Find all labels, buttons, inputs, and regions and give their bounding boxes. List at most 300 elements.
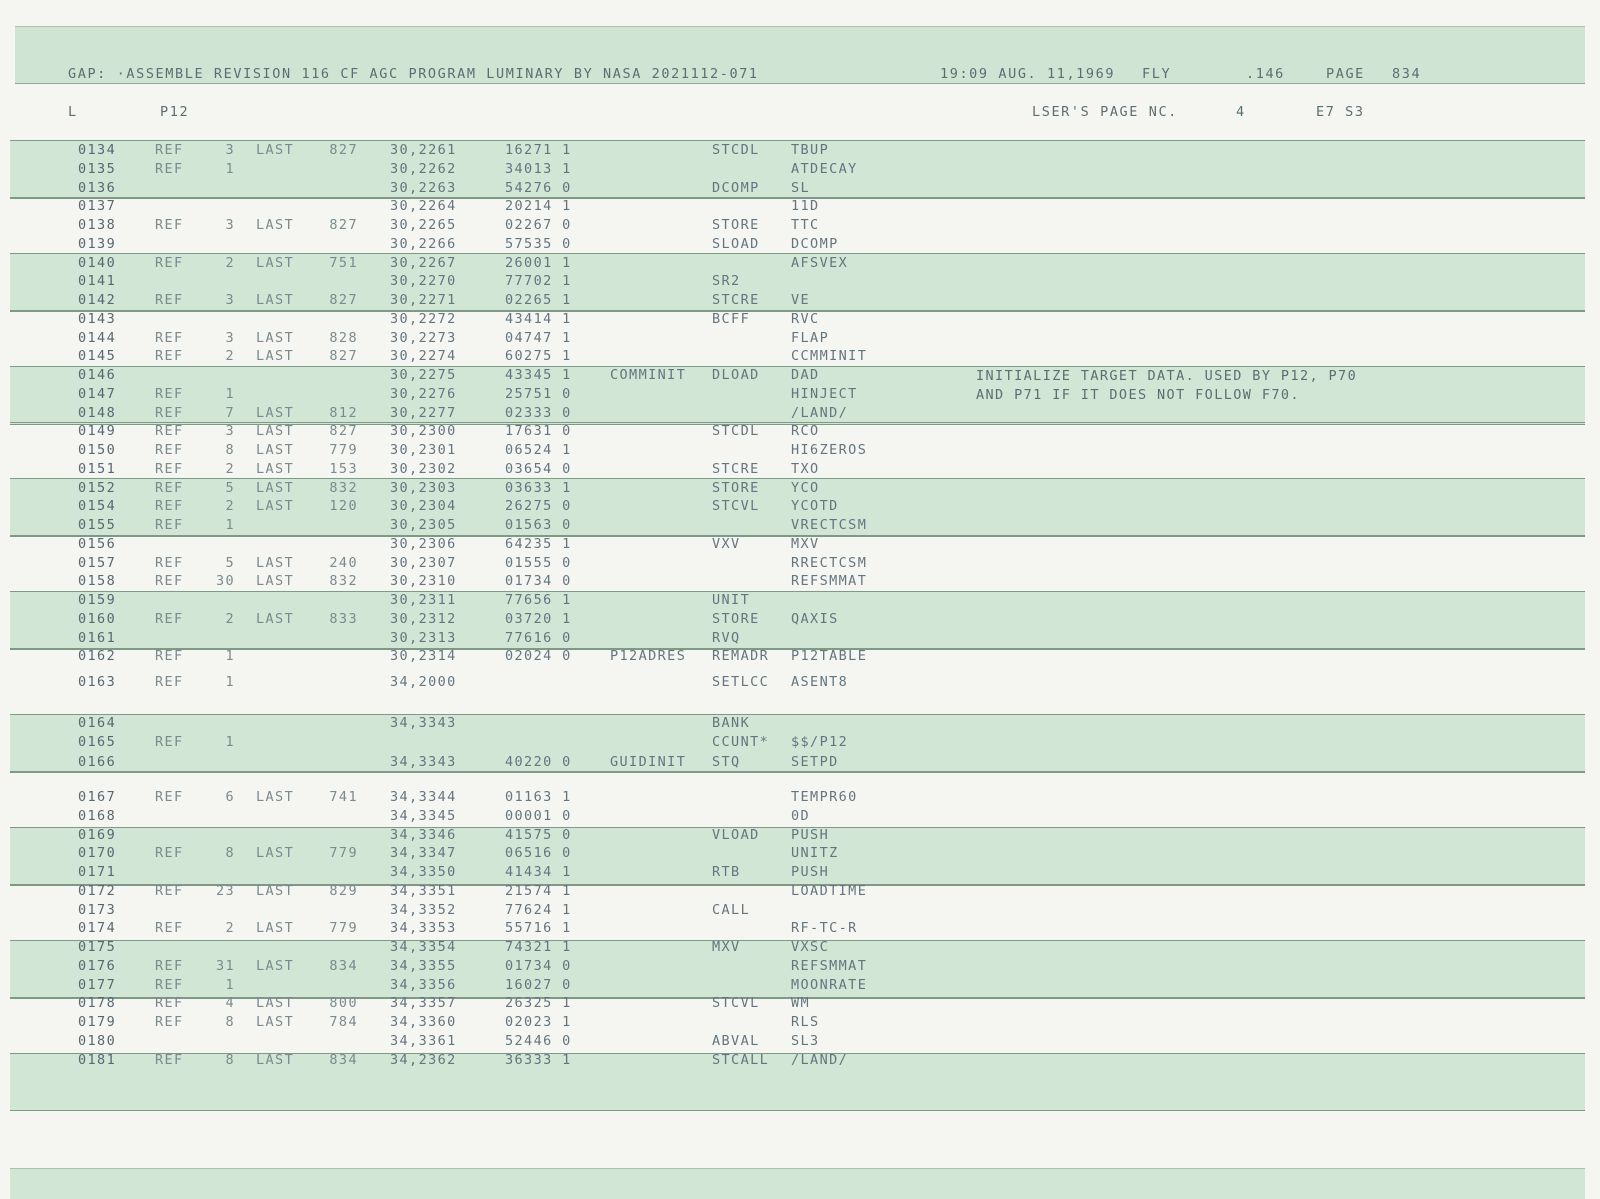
header-timestamp: 19:09 AUG. 11,1969 — [940, 66, 1116, 82]
address: 30,2265 — [390, 217, 457, 233]
address: 34,3352 — [390, 901, 457, 918]
ref-count: 3 — [225, 142, 235, 158]
line-number: 0140 — [78, 254, 117, 271]
address: 30,2307 — [390, 554, 457, 571]
last-marker: LAST — [256, 845, 295, 862]
ref-marker: REF — [155, 404, 184, 421]
operand: QAXIS — [791, 610, 839, 627]
listing-row — [0, 883, 1600, 902]
address: 34,3346 — [390, 826, 457, 843]
object-code: 77656 1 — [505, 592, 572, 608]
line-number: 0166 — [78, 754, 117, 770]
ref-count: 2 — [225, 920, 235, 937]
line-number: 0176 — [78, 957, 117, 974]
line-number: 0181 — [78, 1051, 117, 1068]
last-marker: LAST — [256, 610, 295, 627]
object-code: 06524 1 — [505, 442, 572, 458]
ref-count: 31 — [215, 957, 235, 974]
line-number: 0136 — [78, 179, 117, 196]
address: 30,2312 — [390, 610, 457, 627]
object-code: 74321 1 — [505, 939, 572, 955]
object-code: 16027 0 — [505, 976, 572, 993]
opcode: STCDL — [712, 423, 760, 440]
address: 30,2302 — [390, 460, 457, 477]
listing-row — [0, 902, 1600, 921]
ref-count: 8 — [225, 442, 235, 458]
opcode: RTB — [712, 864, 741, 880]
last-page: 751 — [329, 254, 358, 271]
object-code: 03720 1 — [505, 610, 572, 627]
listing-row — [0, 864, 1600, 883]
subheader-left: L — [68, 104, 78, 120]
opcode: SETLCC — [712, 674, 770, 690]
address: 30,2267 — [390, 254, 457, 271]
operand: 0D — [791, 807, 811, 824]
operand: P12TABLE — [791, 648, 868, 665]
comment-line-1: INITIALIZE TARGET DATA. USED BY P12, P70 — [976, 368, 1358, 384]
ref-marker: REF — [155, 217, 184, 233]
listing-row — [0, 330, 1600, 349]
object-code: 03654 0 — [505, 460, 572, 477]
listing-row — [0, 573, 1600, 592]
ref-marker: REF — [155, 142, 184, 158]
last-page: 827 — [329, 292, 358, 308]
ref-count: 2 — [225, 498, 235, 515]
address: 34,3345 — [390, 807, 457, 824]
line-number: 0160 — [78, 610, 117, 627]
listing-row — [0, 611, 1600, 630]
listing-row — [0, 827, 1600, 846]
listing-row — [0, 348, 1600, 367]
listing-row — [0, 198, 1600, 217]
address: 30,2261 — [390, 142, 457, 158]
opcode: STCRE — [712, 292, 760, 308]
header-title: GAP: ·ASSEMBLE REVISION 116 CF AGC PROGRAM LUMINARY BY NASA 2021112-071 — [68, 66, 759, 82]
object-code: 43345 1 — [505, 367, 572, 383]
ref-marker: REF — [155, 442, 184, 458]
line-number: 0154 — [78, 498, 117, 515]
last-marker: LAST — [256, 1051, 295, 1068]
address: 34,3354 — [390, 939, 457, 955]
object-code: 21574 1 — [505, 882, 572, 899]
object-code: 26325 1 — [505, 995, 572, 1012]
object-code: 00001 0 — [505, 807, 572, 824]
address: 34,3356 — [390, 976, 457, 993]
operand: SL — [791, 179, 811, 196]
operand: UNITZ — [791, 845, 839, 862]
line-number: 0167 — [78, 789, 117, 805]
last-page: 779 — [329, 845, 358, 862]
operand: FLAP — [791, 329, 830, 346]
operand: TTC — [791, 217, 820, 233]
ref-count: 1 — [225, 674, 235, 690]
last-marker: LAST — [256, 292, 295, 308]
subheader-right-code: E7 S3 — [1316, 104, 1365, 120]
line-number: 0141 — [78, 273, 117, 290]
line-number: 0163 — [78, 674, 117, 690]
address: 30,2275 — [390, 367, 457, 383]
line-number: 0145 — [78, 348, 117, 365]
last-marker: LAST — [256, 423, 295, 440]
object-code: 25751 0 — [505, 385, 572, 402]
address: 34,3343 — [390, 754, 457, 770]
last-page: 827 — [329, 217, 358, 233]
ref-marker: REF — [155, 976, 184, 993]
ref-marker: REF — [155, 573, 184, 590]
opcode: CALL — [712, 901, 751, 918]
operand: /LAND/ — [791, 1051, 849, 1068]
operand: REFSMMAT — [791, 573, 868, 590]
last-marker: LAST — [256, 217, 295, 233]
opcode: DLOAD — [712, 367, 760, 383]
listing-row — [0, 977, 1600, 996]
operand: /LAND/ — [791, 404, 849, 421]
object-code: 02265 1 — [505, 292, 572, 308]
object-code: 77702 1 — [505, 273, 572, 290]
last-page: 779 — [329, 442, 358, 458]
ref-marker: REF — [155, 1051, 184, 1068]
listing-row — [0, 273, 1600, 292]
opcode: RVQ — [712, 629, 741, 646]
line-number: 0169 — [78, 826, 117, 843]
ref-count: 2 — [225, 460, 235, 477]
address: 30,2311 — [390, 592, 457, 608]
opcode: BANK — [712, 715, 751, 731]
ref-count: 23 — [215, 882, 235, 899]
last-page: 784 — [329, 1014, 358, 1030]
label: COMMINIT — [610, 367, 687, 383]
listing-row — [0, 920, 1600, 939]
operand: REFSMMAT — [791, 957, 868, 974]
object-code: 01163 1 — [505, 789, 572, 805]
object-code: 36333 1 — [505, 1051, 572, 1068]
listing-row — [0, 648, 1600, 667]
operand: MOONRATE — [791, 976, 868, 993]
object-code: 01734 0 — [505, 573, 572, 590]
ref-count: 1 — [225, 648, 235, 665]
address: 30,2264 — [390, 198, 457, 215]
ref-marker: REF — [155, 789, 184, 805]
address: 34,3361 — [390, 1032, 457, 1049]
operand: RF-TC-R — [791, 920, 858, 937]
line-number: 0148 — [78, 404, 117, 421]
ref-count: 1 — [225, 734, 235, 750]
ref-marker: REF — [155, 554, 184, 571]
subheader-user-page-number: 4 — [1236, 104, 1246, 120]
listing-row — [0, 517, 1600, 536]
listing-row — [0, 161, 1600, 180]
address: 34,3355 — [390, 957, 457, 974]
listing-row — [0, 808, 1600, 827]
object-code: 16271 1 — [505, 142, 572, 158]
last-marker: LAST — [256, 254, 295, 271]
ref-marker: REF — [155, 995, 184, 1012]
address: 34,3360 — [390, 1014, 457, 1030]
operand: RLS — [791, 1014, 820, 1030]
line-number: 0144 — [78, 329, 117, 346]
ref-count: 1 — [225, 160, 235, 177]
last-page: 832 — [329, 573, 358, 590]
footer-band — [10, 1168, 1585, 1199]
listing-row — [0, 498, 1600, 517]
object-code: 60275 1 — [505, 348, 572, 365]
listing-row — [0, 405, 1600, 424]
last-page: 829 — [329, 882, 358, 899]
listing-row — [0, 715, 1600, 734]
object-code: 06516 0 — [505, 845, 572, 862]
last-page: 240 — [329, 554, 358, 571]
ref-count: 1 — [225, 976, 235, 993]
address: 30,2274 — [390, 348, 457, 365]
object-code: 41575 0 — [505, 826, 572, 843]
address: 34,3350 — [390, 864, 457, 880]
last-marker: LAST — [256, 460, 295, 477]
line-number: 0162 — [78, 648, 117, 665]
ref-count: 5 — [225, 479, 235, 496]
operand: ASENT8 — [791, 674, 849, 690]
line-number: 0158 — [78, 573, 117, 590]
line-number: 0168 — [78, 807, 117, 824]
opcode: VXV — [712, 535, 741, 552]
ref-count: 4 — [225, 995, 235, 1012]
line-number: 0150 — [78, 442, 117, 458]
line-number: 0178 — [78, 995, 117, 1012]
address: 30,2266 — [390, 235, 457, 252]
ref-marker: REF — [155, 254, 184, 271]
listing-row — [0, 674, 1600, 693]
address: 30,2300 — [390, 423, 457, 440]
opcode: STORE — [712, 610, 760, 627]
line-number: 0179 — [78, 1014, 117, 1030]
last-marker: LAST — [256, 329, 295, 346]
line-number: 0170 — [78, 845, 117, 862]
ref-count: 6 — [225, 789, 235, 805]
ref-count: 5 — [225, 554, 235, 571]
listing-row — [0, 423, 1600, 442]
ref-marker: REF — [155, 648, 184, 665]
ref-marker: REF — [155, 479, 184, 496]
ref-marker: REF — [155, 957, 184, 974]
operand: TBUP — [791, 142, 830, 158]
label: GUIDINIT — [610, 754, 687, 770]
ref-count: 8 — [225, 1051, 235, 1068]
line-number: 0177 — [78, 976, 117, 993]
ref-count: 30 — [215, 573, 235, 590]
listing-row — [0, 217, 1600, 236]
last-marker: LAST — [256, 348, 295, 365]
object-code: 40220 0 — [505, 754, 572, 770]
last-page: 828 — [329, 329, 358, 346]
object-code: 03633 1 — [505, 479, 572, 496]
listing-row — [0, 480, 1600, 499]
address: 30,2301 — [390, 442, 457, 458]
listing-row — [0, 734, 1600, 753]
last-page: 779 — [329, 920, 358, 937]
last-page: 834 — [329, 957, 358, 974]
ref-count: 3 — [225, 292, 235, 308]
ref-count: 2 — [225, 254, 235, 271]
listing-row — [0, 1014, 1600, 1033]
last-marker: LAST — [256, 995, 295, 1012]
ref-count: 7 — [225, 404, 235, 421]
ref-marker: REF — [155, 460, 184, 477]
ref-marker: REF — [155, 348, 184, 365]
line-number: 0137 — [78, 198, 117, 215]
operand: HINJECT — [791, 385, 858, 402]
last-marker: LAST — [256, 404, 295, 421]
opcode: STCRE — [712, 460, 760, 477]
opcode: SR2 — [712, 273, 741, 290]
operand: TEMPR60 — [791, 789, 858, 805]
ref-marker: REF — [155, 1014, 184, 1030]
last-marker: LAST — [256, 789, 295, 805]
address: 34,3347 — [390, 845, 457, 862]
ref-count: 3 — [225, 217, 235, 233]
ref-marker: REF — [155, 423, 184, 440]
listing-row — [0, 592, 1600, 611]
line-number: 0142 — [78, 292, 117, 308]
address: 30,2272 — [390, 310, 457, 327]
object-code: 01734 0 — [505, 957, 572, 974]
opcode: STCALL — [712, 1051, 770, 1068]
address: 30,2270 — [390, 273, 457, 290]
listing-row — [0, 995, 1600, 1014]
line-number: 0156 — [78, 535, 117, 552]
header-page-label: PAGE — [1326, 66, 1365, 82]
ref-count: 1 — [225, 385, 235, 402]
address: 30,2276 — [390, 385, 457, 402]
header-code: .146 — [1246, 66, 1285, 82]
operand: PUSH — [791, 864, 830, 880]
object-code: 43414 1 — [505, 310, 572, 327]
object-code: 20214 1 — [505, 198, 572, 215]
opcode: STCVL — [712, 498, 760, 515]
object-code: 02023 1 — [505, 1014, 572, 1030]
line-number: 0149 — [78, 423, 117, 440]
operand: RVC — [791, 310, 820, 327]
subheader-user-page-label: LSER'S PAGE NC. — [1032, 104, 1178, 120]
opcode: UNIT — [712, 592, 751, 608]
operand: RCO — [791, 423, 820, 440]
listing-row — [0, 461, 1600, 480]
address: 30,2305 — [390, 517, 457, 533]
line-number: 0161 — [78, 629, 117, 646]
last-marker: LAST — [256, 573, 295, 590]
object-code: 41434 1 — [505, 864, 572, 880]
ref-marker: REF — [155, 292, 184, 308]
operand: VXSC — [791, 939, 830, 955]
last-page: 827 — [329, 348, 358, 365]
opcode: MXV — [712, 939, 741, 955]
ref-count: 3 — [225, 329, 235, 346]
operand: MXV — [791, 535, 820, 552]
opcode: STORE — [712, 479, 760, 496]
last-marker: LAST — [256, 554, 295, 571]
operand: HI6ZEROS — [791, 442, 868, 458]
opcode: CCUNT* — [712, 734, 770, 750]
object-code: 01555 0 — [505, 554, 572, 571]
line-number: 0138 — [78, 217, 117, 233]
opcode: VLOAD — [712, 826, 760, 843]
listing-row — [0, 142, 1600, 161]
operand: RRECTCSM — [791, 554, 868, 571]
listing-row — [0, 958, 1600, 977]
listing-row — [0, 367, 1600, 386]
ref-count: 8 — [225, 1014, 235, 1030]
ref-count: 1 — [225, 517, 235, 533]
operand: 11D — [791, 198, 820, 215]
listing-row — [0, 255, 1600, 274]
last-page: 827 — [329, 423, 358, 440]
operand: SETPD — [791, 754, 839, 770]
listing-row — [0, 939, 1600, 958]
last-marker: LAST — [256, 479, 295, 496]
address: 34,2362 — [390, 1051, 457, 1068]
listing-row — [0, 1033, 1600, 1052]
opcode: DCOMP — [712, 179, 760, 196]
opcode: ABVAL — [712, 1032, 760, 1049]
address: 30,2310 — [390, 573, 457, 590]
ref-count: 2 — [225, 348, 235, 365]
line-number: 0155 — [78, 517, 117, 533]
last-page: 812 — [329, 404, 358, 421]
address: 30,2304 — [390, 498, 457, 515]
listing-row — [0, 754, 1600, 773]
line-number: 0172 — [78, 882, 117, 899]
address: 30,2303 — [390, 479, 457, 496]
ref-marker: REF — [155, 920, 184, 937]
last-marker: LAST — [256, 442, 295, 458]
line-number: 0180 — [78, 1032, 117, 1049]
operand: ATDECAY — [791, 160, 858, 177]
ref-marker: REF — [155, 882, 184, 899]
line-number: 0171 — [78, 864, 117, 880]
last-marker: LAST — [256, 142, 295, 158]
operand: TXO — [791, 460, 820, 477]
header-mode: FLY — [1142, 66, 1172, 82]
address: 30,2262 — [390, 160, 457, 177]
address: 34,3343 — [390, 715, 457, 731]
address: 30,2271 — [390, 292, 457, 308]
operand: $$/P12 — [791, 734, 849, 750]
ref-marker: REF — [155, 674, 184, 690]
address: 34,3353 — [390, 920, 457, 937]
last-page: 827 — [329, 142, 358, 158]
object-code: 02333 0 — [505, 404, 572, 421]
ref-count: 8 — [225, 845, 235, 862]
line-number: 0134 — [78, 142, 117, 158]
address: 30,2273 — [390, 329, 457, 346]
last-marker: LAST — [256, 882, 295, 899]
object-code: 26001 1 — [505, 254, 572, 271]
object-code: 02024 0 — [505, 648, 572, 665]
address: 30,2306 — [390, 535, 457, 552]
listing-row — [0, 555, 1600, 574]
operand: VRECTCSM — [791, 517, 868, 533]
line-number: 0175 — [78, 939, 117, 955]
line-number: 0159 — [78, 592, 117, 608]
object-code: 01563 0 — [505, 517, 572, 533]
listing-row — [0, 442, 1600, 461]
ref-marker: REF — [155, 160, 184, 177]
object-code: 55716 1 — [505, 920, 572, 937]
address: 34,3357 — [390, 995, 457, 1012]
ref-marker: REF — [155, 517, 184, 533]
last-page: 800 — [329, 995, 358, 1012]
listing-row — [0, 292, 1600, 311]
ref-count: 2 — [225, 610, 235, 627]
line-number: 0147 — [78, 385, 117, 402]
